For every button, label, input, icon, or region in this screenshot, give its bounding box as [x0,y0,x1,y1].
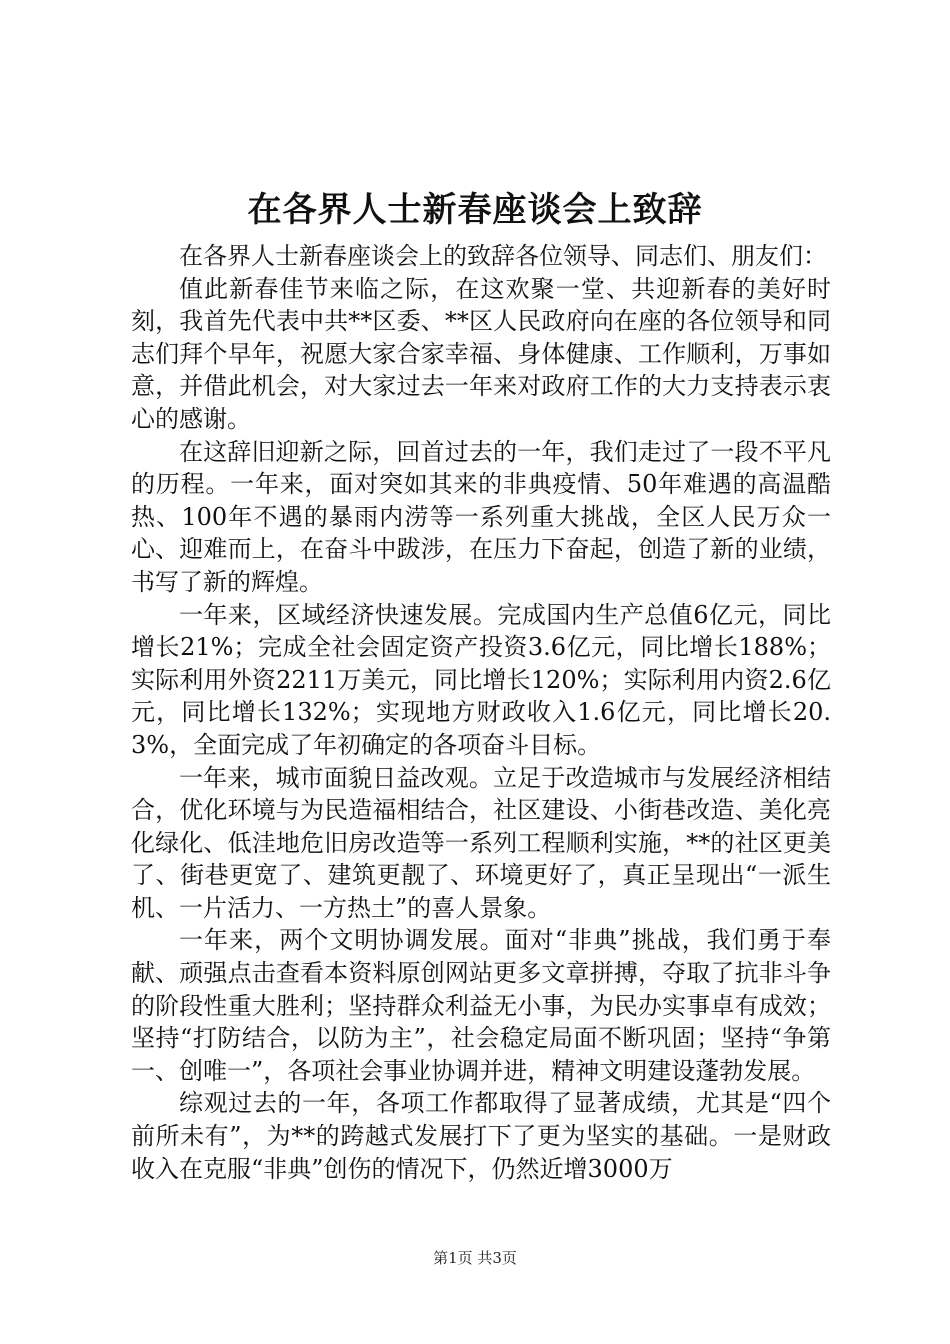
paragraph-new-year-wishes: 值此新春佳节来临之际，在这欢聚一堂、共迎新春的美好时刻，我首先代表中共**区委、**区人民政府向在座的各位领导和同志们拜个早年，祝愿大家合家幸福、身体健康、工作顺利，万事如意，并借此机会，对大家过去一年来对政府工作的大力支持表示衷心的感谢。 [131,274,831,433]
paragraph-civilization: 一年来，两个文明协调发展。面对“非典”挑战，我们勇于奉献、顽强点击查看本资料原创网站更多文章拼搏，夺取了抗非斗争的阶段性重大胜利；坚持群众利益无小事，为民办实事卓有成效；坚持“打防结合，以防为主”，社会稳定局面不断巩固；坚持“争第一、创唯一”，各项社会事业协调并进，精神文明建设蓬勃发展。 [131,926,831,1085]
paragraph-review: 在这辞旧迎新之际，回首过去的一年，我们走过了一段不平凡的历程。一年来，面对突如其来的非典疫情、50年难遇的高温酷热、100年不遇的暴雨内涝等一系列重大挑战，全区人民万众一心、迎难而上，在奋斗中跋涉，在压力下奋起，创造了新的业绩，书写了新的辉煌。 [131,437,831,596]
document-body [131,240,831,1185]
paragraph-summary: 综观过去的一年，各项工作都取得了显著成绩，尤其是“四个前所未有”，为**的跨越式发展打下了更为坚实的基础。一是财政收入在克服“非典”创伤的情况下，仍然近增3000万 [131,1089,831,1183]
page-number: 第1页 共3页 [433,1249,517,1267]
paragraph-economy: 一年来，区域经济快速发展。完成国内生产总值6亿元，同比增长21%；完成全社会固定资产投资3.6亿元，同比增长188%；实际利用外资2211万美元，同比增长120%；实际利用内资2.6亿元，同比增长132%；实现地方财政收入1.6亿元，同比增长20.3%，全面完成了年初确定的各项奋斗目标。 [131,600,831,759]
document-title: 在各界人士新春座谈会上致辞 [247,190,703,230]
paragraph-greeting: 在各界人士新春座谈会上的致辞各位领导、同志们、朋友们： [179,242,827,270]
paragraph-city: 一年来，城市面貌日益改观。立足于改造城市与发展经济相结合，优化环境与为民造福相结合，社区建设、小街巷改造、美化亮化绿化、低洼地危旧房改造等一系列工程顺利实施，**的社区更美了、街巷更宽了、建筑更靓了、环境更好了，真正呈现出“一派生机、一片活力、一方热土”的喜人景象。 [131,763,831,922]
